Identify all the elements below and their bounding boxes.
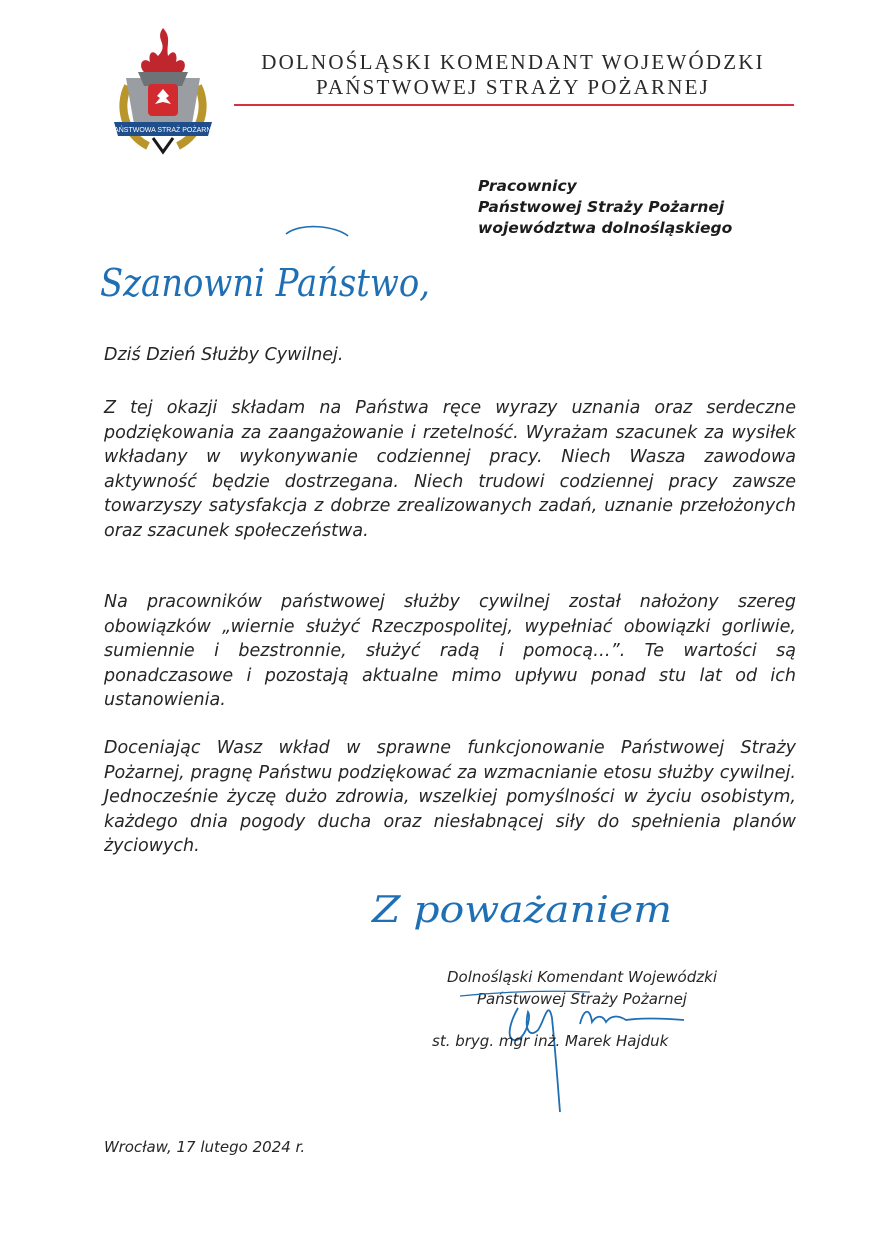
- header-divider: [234, 104, 794, 106]
- handwritten-salutation: [96, 222, 456, 322]
- handwritten-closing: [366, 866, 696, 946]
- header-line-2: PAŃSTWOWEJ STRAŻY POŻARNEJ: [316, 75, 710, 99]
- header-line-1: DOLNOŚLĄSKI KOMENDANT WOJEWÓDZKI: [261, 50, 765, 74]
- paragraph-1: Dziś Dzień Służby Cywilnej.: [104, 345, 344, 365]
- signature-title-1: Dolnośląski Komendant Wojewódzki: [447, 968, 717, 986]
- recipient-line-2: Państwowej Straży Pożarnej: [478, 198, 725, 216]
- place-date: Wrocław, 17 lutego 2024 r.: [104, 1138, 306, 1156]
- paragraph-3: Na pracowników państwowej służby cywilnej został nałożony szereg obowiązków „wiernie służyć Rzeczpospolitej, wypełniać obowiązki gorliwie, sumiennie i bezstronnie, służyć radą i pomocą…”. Te wartości są ponadczasowe i pozostają aktualne mimo upływu ponad stu lat od ich ustanowienia.: [104, 592, 796, 710]
- emblem-text: PAŃSTWOWA STRAŻ POŻARNA: [109, 127, 217, 134]
- signature-title-2: Państwowej Straży Pożarnej: [477, 990, 687, 1008]
- signature-name: st. bryg. mgr inż. Marek Hajduk: [432, 1032, 669, 1050]
- recipient-block: [478, 176, 732, 239]
- header-title: [232, 50, 794, 100]
- paragraph-4: Doceniając Wasz wkład w sprawne funkcjonowanie Państwowej Straży Pożarnej, pragnę Państwu podziękować za wzmacnianie etosu służby cywilnej. Jednocześnie życzę dużo zdrowia, wszelkiej pomyślności w życiu osobistym, każdego dnia pogody ducha oraz niesłabnącej siły do spełnienia planów życiowych.: [104, 738, 796, 856]
- recipient-line-3: województwa dolnośląskiego: [478, 219, 733, 237]
- paragraph-2: Z tej okazji składam na Państwa ręce wyrazy uznania oraz serdeczne podziękowania za zaangażowanie i rzetelność. Wyrażam szacunek za wysiłek wkładany w wykonywanie codziennej pracy. Niech Wasza zawodowa aktywność będzie dostrzegana. Niech trudowi codziennej pracy zawsze towarzyszy satysfakcja z dobrze zrealizowanych zadań, uznanie przełożonych oraz szacunek społeczeństwa.: [104, 398, 796, 541]
- fire-service-emblem: [108, 26, 218, 156]
- recipient-line-1: Pracownicy: [478, 177, 577, 195]
- salutation-text: Szanowni Państwo,: [100, 261, 430, 305]
- closing-text: Z poważaniem: [370, 890, 672, 931]
- flame-icon: [141, 28, 185, 72]
